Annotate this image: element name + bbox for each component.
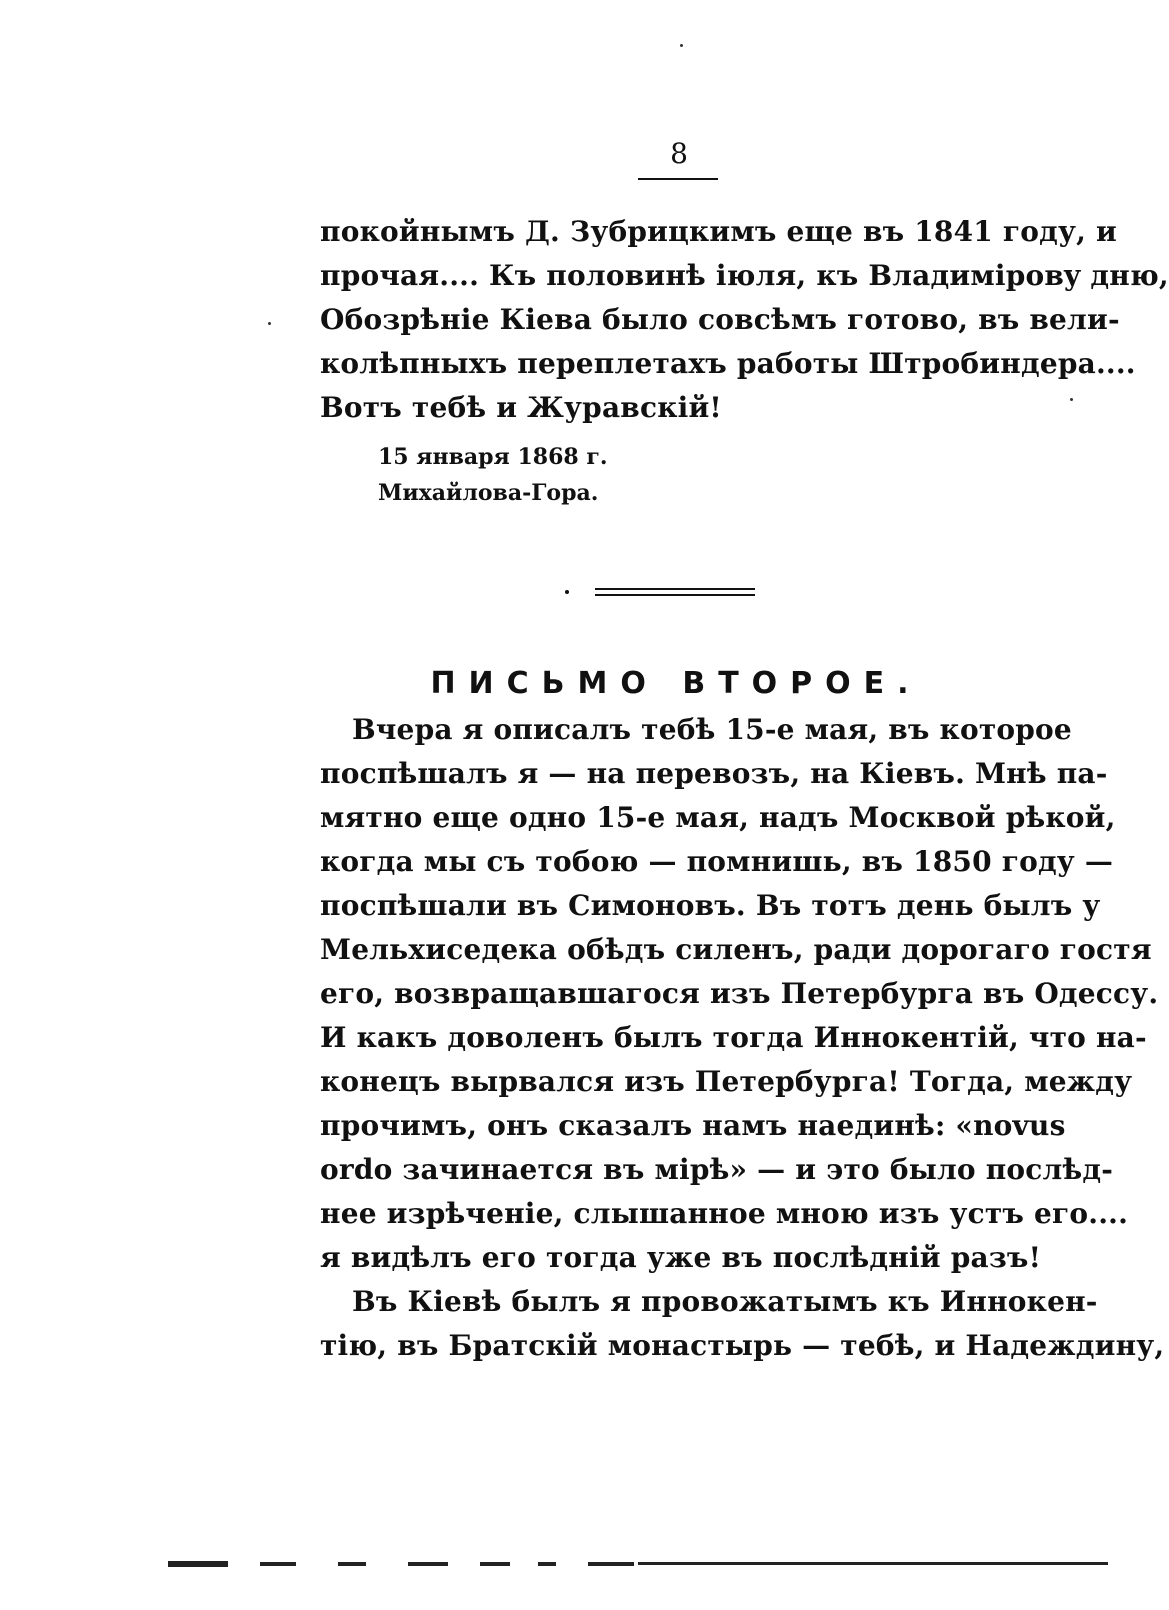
text-line: поспѣшалъ я — на перевозъ, на Кіевъ. Мнѣ па- xyxy=(320,757,1108,790)
text-line: его, возвращавшагося изъ Петербурга въ Одессу. xyxy=(320,977,1159,1010)
text-line: мятно еще одно 15-е мая, надъ Москвой рѣкой, xyxy=(320,801,1116,834)
text-line: нее изрѣченіе, слышанное мною изъ устъ его.... xyxy=(320,1197,1129,1230)
separator-rule xyxy=(595,588,755,596)
text-line: поспѣшали въ Симоновъ. Въ тотъ день былъ у xyxy=(320,889,1101,922)
scan-mark xyxy=(260,1562,296,1566)
page-number-rule xyxy=(638,178,718,180)
dateline-date: 15 января 1868 г. xyxy=(378,444,608,470)
scan-mark xyxy=(538,1562,556,1566)
margin-speck xyxy=(1070,398,1073,401)
scan-mark xyxy=(588,1562,634,1566)
text-line: я видѣлъ его тогда уже въ послѣдній разъ! xyxy=(320,1241,1042,1274)
scan-mark xyxy=(338,1562,366,1566)
bottom-scan-marks xyxy=(168,1559,1108,1569)
text-line: Мельхиседека обѣдъ силенъ, ради дорогаго гостя xyxy=(320,933,1152,966)
margin-speck xyxy=(680,44,683,47)
separator-dot xyxy=(565,590,569,594)
text-line: когда мы съ тобою — помнишь, въ 1850 году — xyxy=(320,845,1114,878)
text-line: конецъ вырвался изъ Петербурга! Тогда, между xyxy=(320,1065,1133,1098)
text-line: прочимъ, онъ сказалъ намъ наединѣ: «novus xyxy=(320,1109,1066,1142)
page-number: 8 xyxy=(670,137,688,170)
scan-mark xyxy=(638,1562,1108,1565)
scan-mark xyxy=(480,1562,510,1566)
letter-body xyxy=(320,708,1165,1368)
text-line: Въ Кіевѣ былъ я провожатымъ къ Иннокен- xyxy=(352,1285,1098,1318)
text-line: Вотъ тебѣ и Журавскій! xyxy=(320,391,722,424)
dateline-place: Михайлова-Гора. xyxy=(378,480,599,506)
scan-mark xyxy=(408,1562,448,1566)
text-line: Вчера я описалъ тебѣ 15-е мая, въ которое xyxy=(352,713,1072,746)
letter-heading: ПИСЬМО ВТОРОЕ. xyxy=(430,666,922,701)
text-line: тію, въ Братскій монастырь — тебѣ, и Надеждину, xyxy=(320,1329,1165,1362)
margin-speck xyxy=(268,322,271,325)
text-line: Обозрѣніе Кіева было совсѣмъ готово, въ вели- xyxy=(320,303,1120,336)
text-line: ordo зачинается въ мірѣ» — и это было послѣд- xyxy=(320,1153,1114,1186)
text-line: прочая.... Къ половинѣ іюля, къ Владиміровy дню, xyxy=(320,259,1169,292)
continuation-paragraph xyxy=(320,210,1169,430)
text-line: покойнымъ Д. Зубрицкимъ еще въ 1841 году, и xyxy=(320,215,1118,248)
scan-mark xyxy=(168,1561,228,1567)
text-line: колѣпныхъ переплетахъ работы Штробиндера.... xyxy=(320,347,1136,380)
text-line: И какъ доволенъ былъ тогда Иннокентій, что на- xyxy=(320,1021,1147,1054)
